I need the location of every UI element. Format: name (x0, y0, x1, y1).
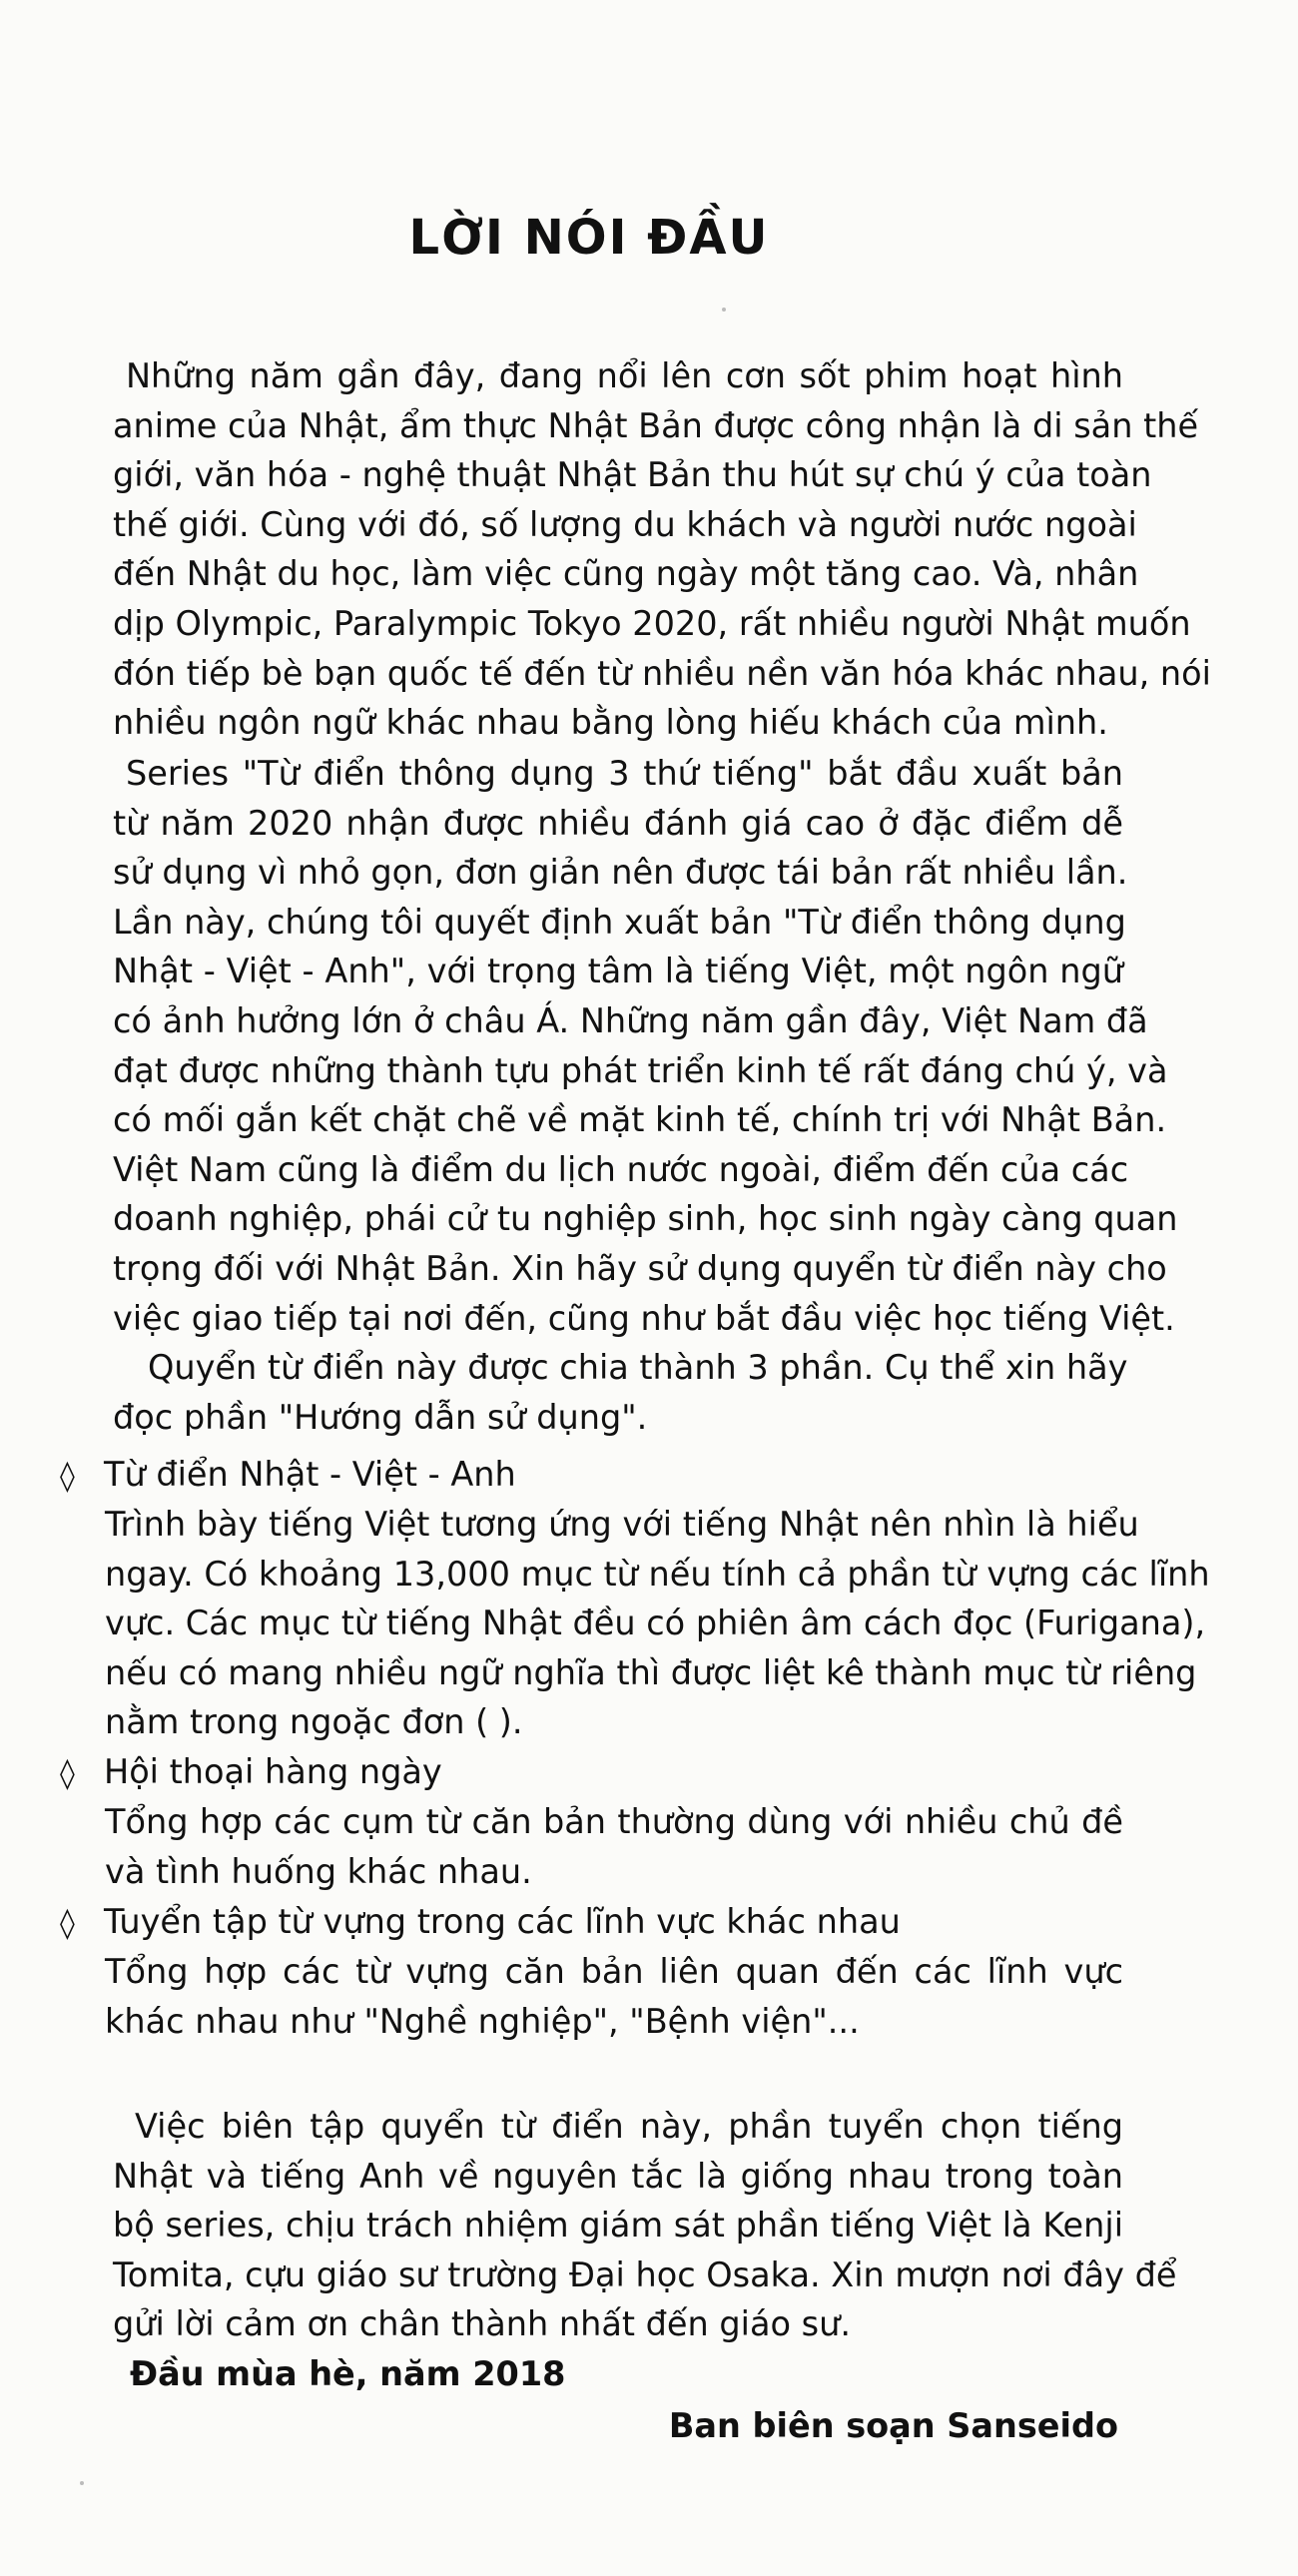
diamond-bullet-icon: ◊ (60, 1906, 75, 1941)
text-line: Nhật và tiếng Anh về nguyên tắc là giống nhau trong toàn (113, 2156, 1123, 2196)
paragraph-acknowledgement (113, 2102, 1177, 2349)
text-line: Nhật - Việt - Anh", với trọng tâm là tiếng Việt, một ngôn ngữ (113, 952, 1123, 991)
text-line: khác nhau như "Nghề nghiệp", "Bệnh viện"... (105, 2001, 860, 2041)
text-line: đến Nhật du học, làm việc cũng ngày một tăng cao. Và, nhân (113, 554, 1139, 594)
text-line: Việt Nam cũng là điểm du lịch nước ngoài, điểm đến của các (113, 1149, 1129, 1189)
text-line: Tổng hợp các cụm từ căn bản thường dùng với nhiều chủ đề (105, 1802, 1123, 1841)
section-body (105, 1797, 1123, 1896)
signature: Ban biên soạn Sanseido (668, 2406, 1118, 2445)
text-line: vực. Các mục từ tiếng Nhật đều có phiên âm cách đọc (Furigana), (105, 1604, 1206, 1643)
text-line: có mối gắn kết chặt chẽ về mặt kinh tế, chính trị với Nhật Bản. (113, 1100, 1167, 1140)
text-line: Tổng hợp các từ vựng căn bản liên quan đến các lĩnh vực (105, 1952, 1123, 1991)
text-line: đọc phần "Hướng dẫn sử dụng". (113, 1397, 648, 1437)
date-line: Đầu mùa hè, năm 2018 (130, 2354, 566, 2393)
text-line: Quyển từ điển này được chia thành 3 phần. Cụ thể xin hãy (148, 1348, 1128, 1387)
text-line: trọng đối với Nhật Bản. Xin hãy sử dụng quyển từ điển này cho (113, 1248, 1167, 1288)
text-line: Những năm gần đây, đang nổi lên cơn sốt phim hoạt hình (126, 356, 1123, 395)
text-line: dịp Olympic, Paralympic Tokyo 2020, rất nhiều người Nhật muốn (113, 603, 1191, 643)
text-line: nhiều ngôn ngữ khác nhau bằng lòng hiếu khách của mình. (113, 703, 1108, 743)
text-line: doanh nghiệp, phái cử tu nghiệp sinh, học sinh ngày càng quan (113, 1199, 1178, 1239)
text-line: Việc biên tập quyển từ điển này, phần tuyển chọn tiếng (135, 2107, 1123, 2146)
section-heading-text: Từ điển Nhật - Việt - Anh (104, 1455, 516, 1494)
text-line: việc giao tiếp tại nơi đến, cũng như bắt đầu việc học tiếng Việt. (113, 1298, 1175, 1338)
text-line: đạt được những thành tựu phát triển kinh tế rất đáng chú ý, và (113, 1050, 1168, 1090)
section-heading (60, 1747, 442, 1799)
text-line: Series "Từ điển thông dụng 3 thứ tiếng" bắt đầu xuất bản (126, 754, 1123, 793)
scan-speck (80, 2481, 84, 2485)
section-body (105, 1500, 1210, 1747)
text-line: anime của Nhật, ẩm thực Nhật Bản được công nhận là di sản thế (113, 405, 1199, 445)
paragraph-intro (113, 351, 1211, 748)
section-body (105, 1947, 1123, 2046)
text-line: thế giới. Cùng với đó, số lượng du khách và người nước ngoài (113, 504, 1137, 544)
text-line: Trình bày tiếng Việt tương ứng với tiếng Nhật nên nhìn là hiểu (105, 1505, 1139, 1544)
text-line: gửi lời cảm ơn chân thành nhất đến giáo sư. (113, 2304, 851, 2344)
text-line: bộ series, chịu trách nhiệm giám sát phần tiếng Việt là Kenji (113, 2206, 1123, 2246)
text-line: và tình huống khác nhau. (105, 1851, 532, 1891)
section-heading-text: Tuyển tập từ vựng trong các lĩnh vực khác nhau (104, 1902, 901, 1941)
text-line: có ảnh hưởng lớn ở châu Á. Những năm gần đây, Việt Nam đã (113, 1000, 1148, 1040)
section-heading (60, 1450, 516, 1502)
text-line: Lần này, chúng tôi quyết định xuất bản "Từ điển thông dụng (113, 902, 1126, 942)
section-heading (60, 1897, 901, 1949)
scan-speck (722, 308, 726, 312)
text-line: nằm trong ngoặc đơn ( ). (105, 1702, 523, 1742)
paragraph-series (113, 749, 1178, 1343)
diamond-bullet-icon: ◊ (60, 1459, 75, 1494)
text-line: sử dụng vì nhỏ gọn, đơn giản nên được tái bản rất nhiều lần. (113, 853, 1128, 893)
text-line: giới, văn hóa - nghệ thuật Nhật Bản thu hút sự chú ý của toàn (113, 455, 1152, 495)
text-line: đón tiếp bè bạn quốc tế đến từ nhiều nền văn hóa khác nhau, nói (113, 653, 1211, 693)
text-line: từ năm 2020 nhận được nhiều đánh giá cao ở đặc điểm dễ (113, 803, 1123, 843)
diamond-bullet-icon: ◊ (60, 1756, 75, 1791)
text-line: Tomita, cựu giáo sư trường Đại học Osaka. Xin mượn nơi đây để (113, 2254, 1177, 2294)
page-title: LỜI NÓI ĐẦU (408, 210, 770, 266)
text-line: ngay. Có khoảng 13,000 mục từ nếu tính cả phần từ vựng các lĩnh (105, 1554, 1210, 1594)
paragraph-parts (113, 1343, 1128, 1442)
section-heading-text: Hội thoại hàng ngày (104, 1752, 442, 1791)
text-line: nếu có mang nhiều ngữ nghĩa thì được liệt kê thành mục từ riêng (105, 1652, 1197, 1692)
